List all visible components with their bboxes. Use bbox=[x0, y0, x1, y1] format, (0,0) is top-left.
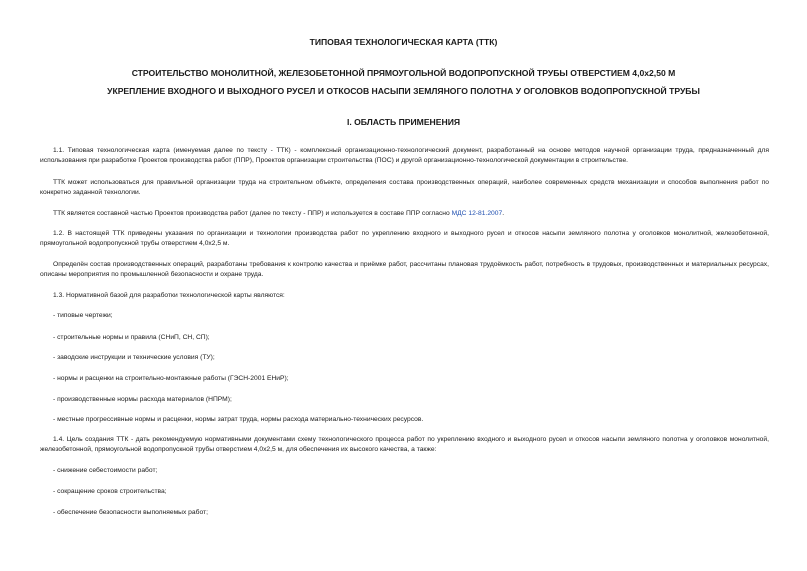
list-item: - заводские инструкции и технические условия (ТУ); bbox=[53, 354, 215, 361]
list-item: - сокращение сроков строительства; bbox=[53, 488, 167, 495]
list-item: - производственные нормы расхода материалов (НПРМ); bbox=[53, 396, 232, 403]
paragraph-1-4: 1.4. Цель создания ТТК - дать рекомендуемую нормативными документами схему технологического процесса работ по укреплению входного и выходного русел и откосов насыпи земляного полотна у оголовков монолитной, железобетонной, прямоугольной водопропускной трубы отверстием 4,0х2,5 м, для обеспечения их высокого качества, а также: bbox=[40, 436, 769, 453]
paragraph-1-2: 1.2. В настоящей ТТК приведены указания по организации и технологии производства работ по укреплению входного и выходного русел и откосов насыпи земляного полотна у оголовков монолитной, железобетонной, прямоугольной водопропускной трубы отверстием 4,0х2,5 м. bbox=[40, 230, 769, 247]
paragraph-1-1-b: ТТК может использоваться для правильной организации труда на строительном объекте, определения состава производственных операций, наиболее современных средств механизации и способов выполнения работ по конкретно заданной технологии. bbox=[40, 179, 769, 196]
list-item: - нормы и расценки на строительно-монтажные работы (ГЭСН-2001 ЕНиР); bbox=[53, 375, 289, 382]
paragraph-1-1-c bbox=[40, 209, 769, 219]
paragraph-1-1: 1.1. Типовая технологическая карта (именуемая далее по тексту - ТТК) - комплексный организационно-технологический документ, разработанный на основе методов научной организации труда, предназначенный для использования при разработке Проектов производства работ (ППР), Проектов организации строительства (ПОС) и другой организационно-технологической документации в строительстве. bbox=[40, 147, 769, 164]
paragraph-1-1-c-text: ТТК является составной частью Проектов производства работ (далее по тексту - ППР) и используется в составе ППР согласно bbox=[53, 210, 452, 217]
document-title-line2: УКРЕПЛЕНИЕ ВХОДНОГО И ВЫХОДНОГО РУСЕЛ И ОТКОСОВ НАСЫПИ ЗЕМЛЯНОГО ПОЛОТНА У ОГОЛОВКОВ ВОДОПРОПУСКНОЙ ТРУБЫ bbox=[107, 86, 700, 96]
document-title-line1: СТРОИТЕЛЬСТВО МОНОЛИТНОЙ, ЖЕЛЕЗОБЕТОННОЙ ПРЯМОУГОЛЬНОЙ ВОДОПРОПУСКНОЙ ТРУБЫ ОТВЕРСТИЕМ 4,0х2,50 М bbox=[131, 68, 676, 78]
list-item: - обеспечение безопасности выполняемых работ; bbox=[53, 509, 208, 516]
list-item: - снижение себестоимости работ; bbox=[53, 467, 158, 474]
list-item: - строительные нормы и правила (СНиП, СН, СП); bbox=[53, 334, 210, 341]
document-header: ТИПОВАЯ ТЕХНОЛОГИЧЕСКАЯ КАРТА (ТТК) bbox=[309, 37, 498, 47]
mds-12-81-2007-link[interactable]: МДС 12-81.2007 bbox=[451, 210, 503, 217]
paragraph-1-1-c-end: . bbox=[502, 210, 505, 217]
section-title: I. ОБЛАСТЬ ПРИМЕНЕНИЯ bbox=[346, 117, 461, 127]
list-item: - местные прогрессивные нормы и расценки, нормы затрат труда, нормы расхода материально-технических ресурсов. bbox=[53, 416, 424, 423]
paragraph-1-2-b: Определён состав производственных операций, разработаны требования к контролю качества и приёмке работ, рассчитаны плановая трудоёмкость работ, потребность в трудовых, производственных и материальных ресурсах, описаны мероприятия по промышленной безопасности и охране труда. bbox=[40, 261, 769, 278]
paragraph-1-3: 1.3. Нормативной базой для разработки технологической карты являются: bbox=[53, 292, 285, 299]
list-item: - типовые чертежи; bbox=[53, 312, 113, 319]
